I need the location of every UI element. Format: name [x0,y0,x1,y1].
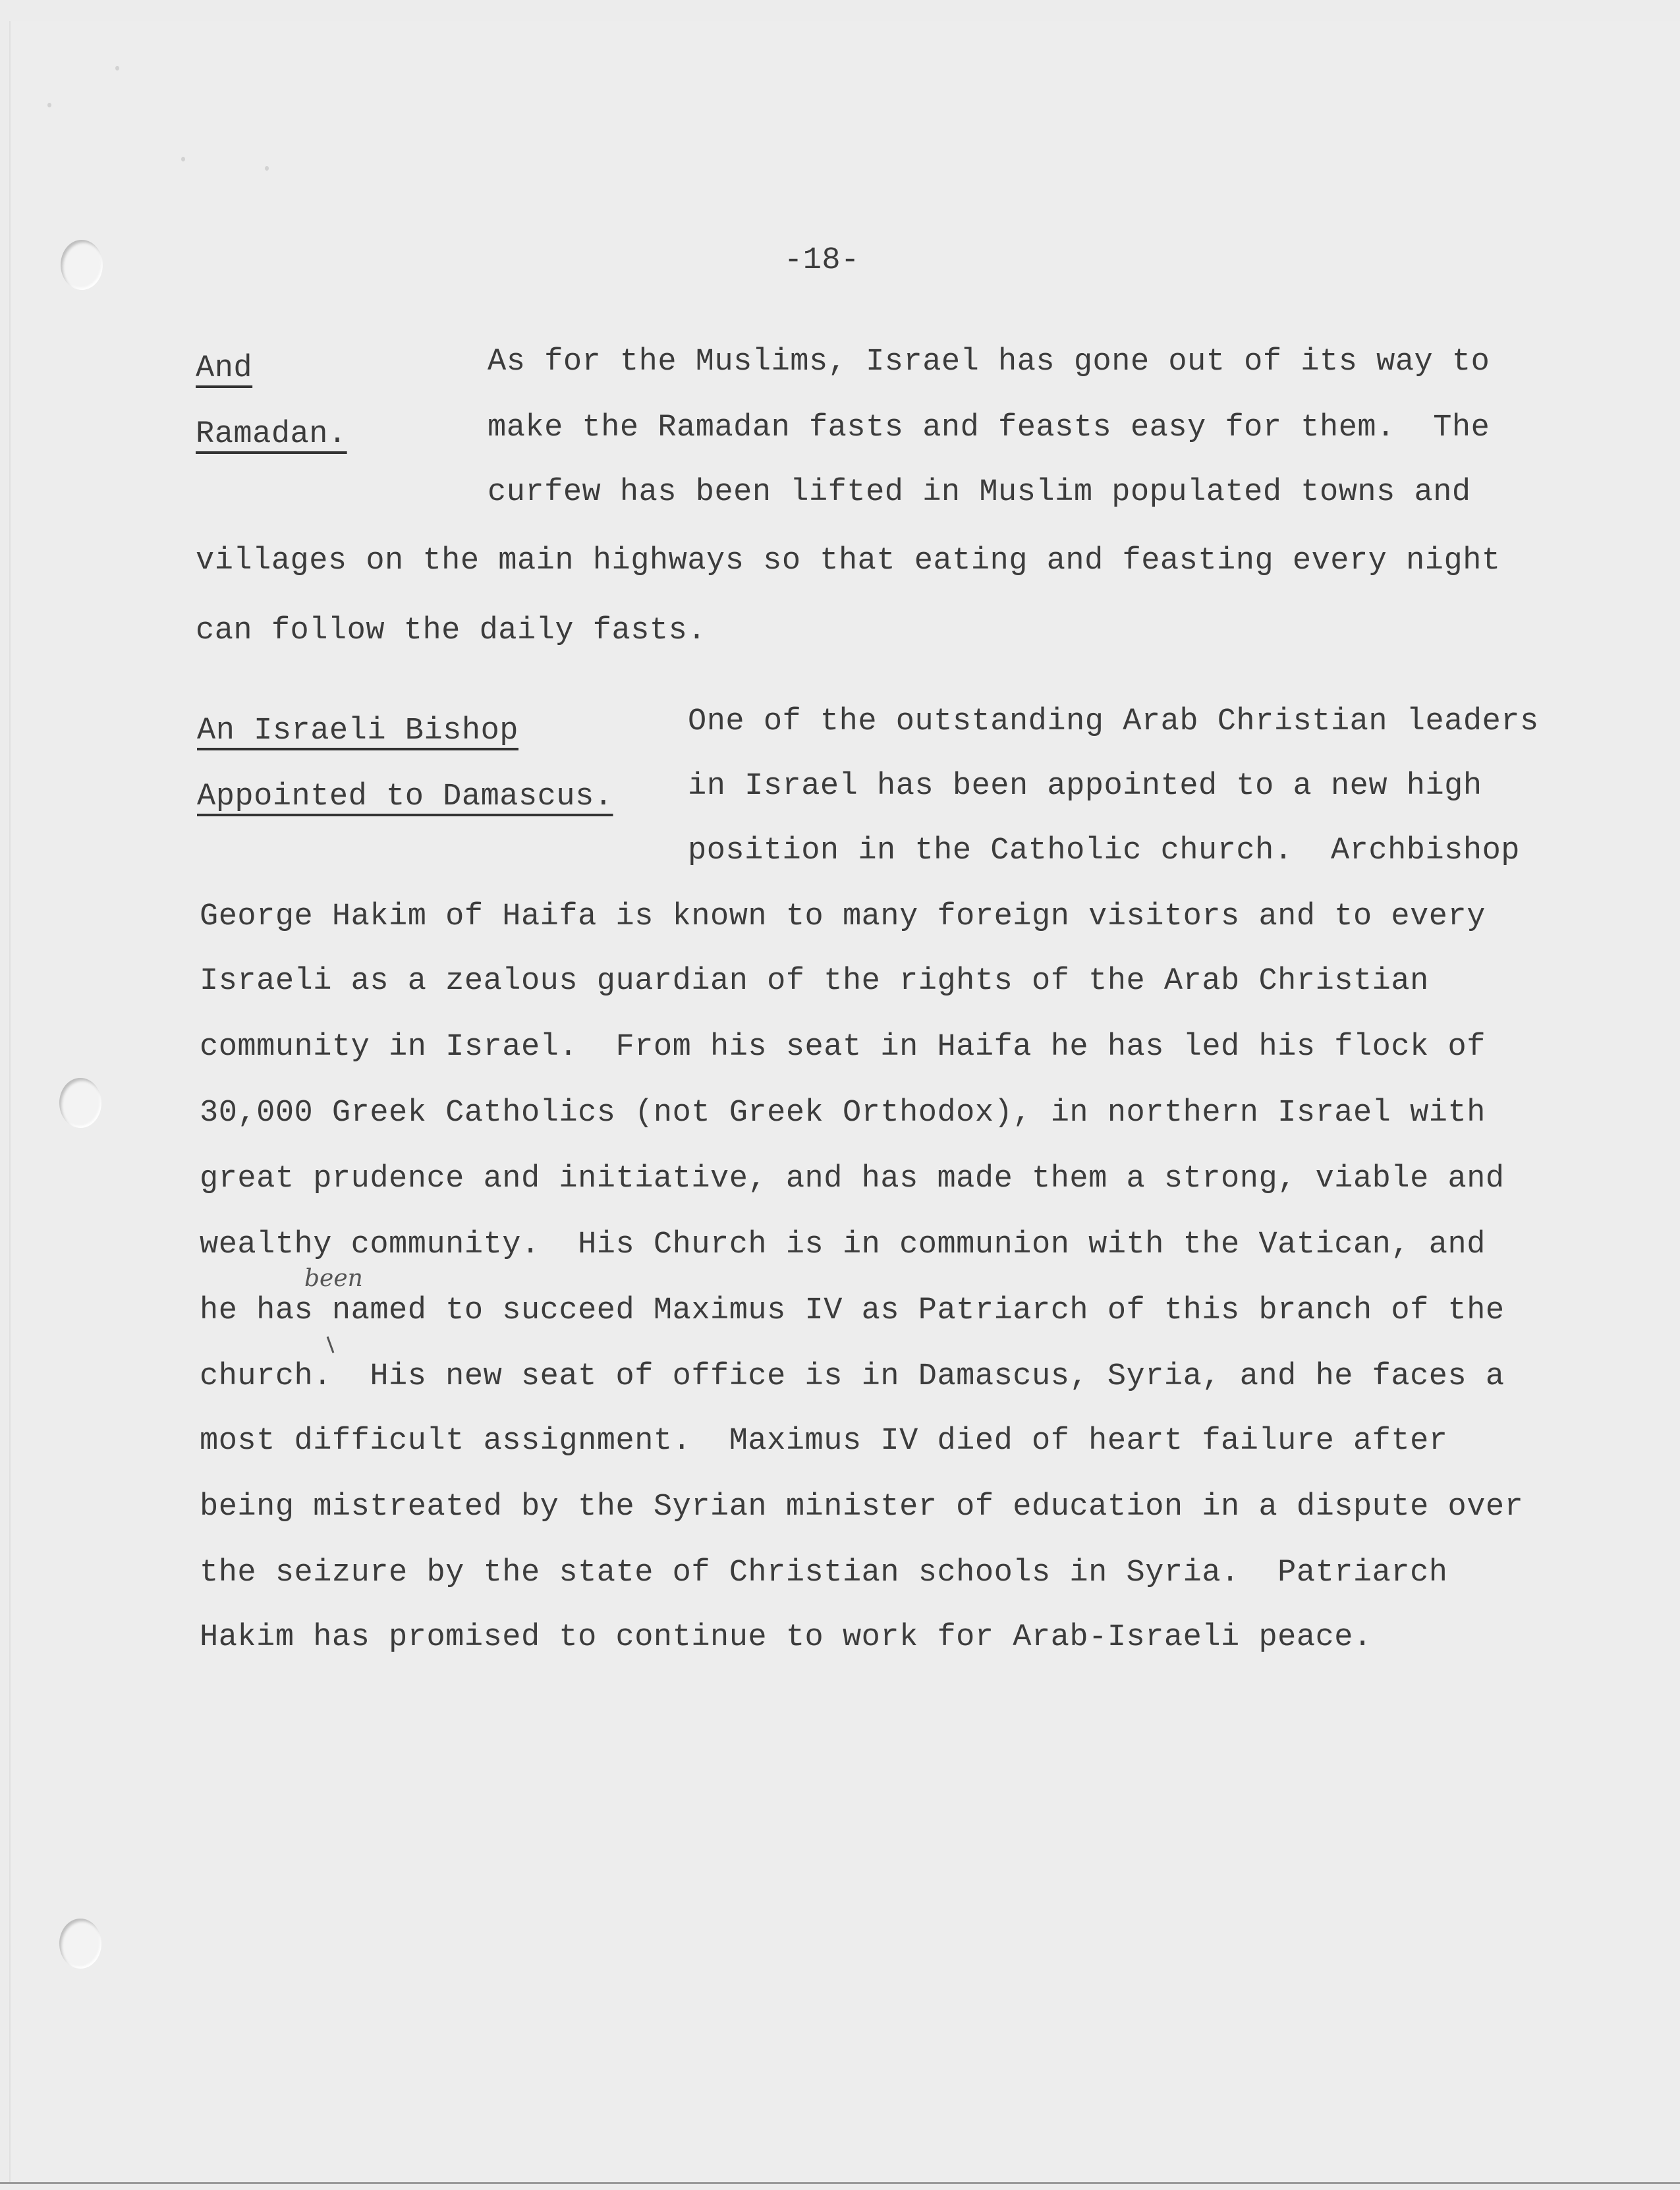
paper-speck [181,157,185,161]
body-line: great prudence and initiative, and has made them a strong, viable and [200,1162,1505,1196]
body-line: make the Ramadan fasts and feasts easy for them. The [488,410,1490,445]
body-line: position in the Catholic church. Archbishop [688,833,1521,868]
paper-speck [115,66,119,70]
punch-hole-bottom [59,1919,101,1969]
body-line: the seizure by the state of Christian schools in Syria. Patriarch [200,1556,1448,1590]
scan-edge [0,2182,1680,2184]
body-line: curfew has been lifted in Muslim populated towns and [488,475,1471,510]
punch-hole-top [61,240,103,290]
punch-hole-middle [59,1078,101,1128]
body-line: As for the Muslims, Israel has gone out of its way to [488,345,1490,379]
body-line: being mistreated by the Syrian minister of education in a dispute over [200,1490,1524,1525]
body-line: One of the outstanding Arab Christian leaders [688,704,1539,739]
paper-speck [265,166,269,171]
body-line: 30,000 Greek Catholics (not Greek Orthodox), in northern Israel with [200,1096,1486,1131]
body-line: he has named to succeed Maximus IV as Patriarch of this branch of the [200,1293,1505,1328]
side-heading: And [196,351,253,386]
body-line: most difficult assignment. Maximus IV died of heart failure after [200,1424,1448,1459]
paper-speck [47,103,51,107]
body-line: wealthy community. His Church is in communion with the Vatican, and [200,1227,1486,1262]
body-line: community in Israel. From his seat in Haifa he has led his flock of [200,1030,1486,1065]
side-heading: Appointed to Damascus. [197,779,613,814]
side-heading: An Israeli Bishop [197,714,518,748]
body-line: villages on the main highways so that eating and feasting every night [196,544,1501,578]
body-line: can follow the daily fasts. [196,613,707,648]
body-line: Hakim has promised to continue to work for Arab-Israeli peace. [200,1620,1372,1655]
body-line: George Hakim of Haifa is known to many foreign visitors and to every [200,899,1486,934]
page-number: -18- [784,243,860,278]
body-line: church. His new seat of office is in Damascus, Syria, and he faces a [200,1359,1505,1394]
handwritten-insertion: been [304,1265,363,1292]
body-line: in Israel has been appointed to a new high [688,769,1482,804]
body-line: Israeli as a zealous guardian of the rights of the Arab Christian [200,964,1429,999]
side-heading: Ramadan. [196,417,347,452]
